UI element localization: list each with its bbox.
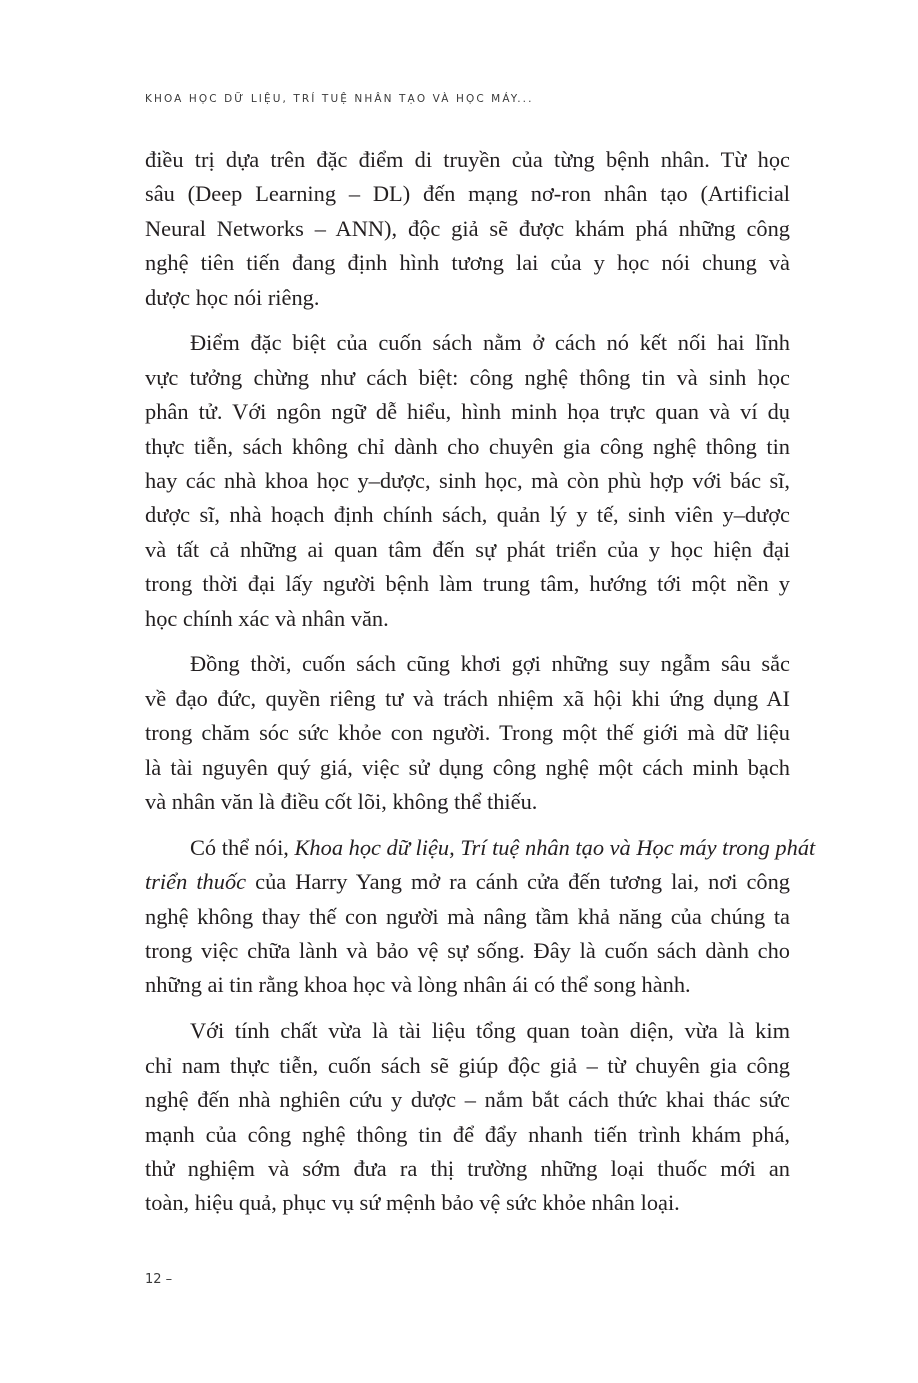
text-segment: vực tưởng chừng như cách biệt: công nghệ thông tin và sinh học bbox=[145, 364, 790, 390]
paragraph bbox=[145, 1014, 790, 1220]
paragraph bbox=[145, 326, 790, 636]
body-text bbox=[145, 143, 816, 1232]
text-line bbox=[145, 246, 790, 280]
paragraph bbox=[145, 143, 790, 315]
text-line bbox=[145, 900, 790, 934]
text-line bbox=[145, 1083, 790, 1117]
text-line bbox=[145, 1014, 790, 1048]
text-segment: thực tiễn, sách không chỉ dành cho chuyên gia công nghệ thông tin bbox=[145, 433, 790, 459]
text-segment: dược học nói riêng. bbox=[145, 284, 320, 310]
text-segment: về đạo đức, quyền riêng tư và trách nhiệm xã hội khi ứng dụng AI bbox=[145, 685, 790, 711]
text-segment: của Harry Yang mở ra cánh cửa đến tương lai, nơi công bbox=[246, 869, 790, 895]
text-line bbox=[145, 1049, 790, 1083]
text-segment: và nhân văn là điều cốt lõi, không thể thiếu. bbox=[145, 789, 538, 815]
text-segment: nghệ tiên tiến đang định hình tương lai của y học nói chung và bbox=[145, 250, 790, 276]
text-segment: thử nghiệm và sớm đưa ra thị trường những loại thuốc mới an bbox=[145, 1155, 790, 1181]
text-segment: mạnh của công nghệ thông tin để đẩy nhanh tiến trình khám phá, bbox=[145, 1121, 790, 1147]
text-segment: Neural Networks – ANN), độc giả sẽ được khám phá những công bbox=[145, 215, 790, 241]
text-line bbox=[145, 326, 790, 360]
text-segment: điều trị dựa trên đặc điểm di truyền của từng bệnh nhân. Từ học bbox=[145, 147, 790, 172]
text-segment: là tài nguyên quý giá, việc sử dụng công nghệ một cách minh bạch bbox=[145, 754, 790, 780]
text-segment: nghệ không thay thế con người mà nâng tầm khả năng của chúng ta bbox=[145, 903, 790, 929]
text-line bbox=[145, 831, 816, 865]
text-segment: Điểm đặc biệt của cuốn sách nằm ở cách nó kết nối hai lĩnh bbox=[190, 330, 790, 356]
text-line bbox=[145, 934, 790, 968]
text-line bbox=[145, 361, 790, 395]
text-line bbox=[145, 281, 790, 315]
text-segment: và tất cả những ai quan tâm đến sự phát triển của y học hiện đại bbox=[145, 536, 790, 562]
italic-book-title: triển thuốc bbox=[145, 869, 247, 895]
text-line bbox=[145, 212, 790, 246]
text-segment: sâu (Deep Learning – DL) đến mạng nơ-ron nhân tạo (Artificial bbox=[145, 181, 790, 207]
text-line bbox=[145, 602, 790, 636]
text-segment: trong việc chữa lành và bảo vệ sự sống. Đây là cuốn sách dành cho bbox=[145, 938, 790, 964]
text-line bbox=[145, 716, 790, 750]
text-line bbox=[145, 682, 790, 716]
text-segment: Với tính chất vừa là tài liệu tổng quan toàn diện, vừa là kim bbox=[190, 1018, 790, 1044]
text-line bbox=[145, 143, 790, 177]
text-segment: trong chăm sóc sức khỏe con người. Trong một thế giới mà dữ liệu bbox=[145, 720, 790, 746]
paragraph bbox=[145, 647, 790, 819]
paragraph bbox=[145, 831, 816, 1003]
text-line bbox=[145, 1186, 790, 1220]
text-segment: học chính xác và nhân văn. bbox=[145, 605, 389, 631]
text-segment: trong thời đại lấy người bệnh làm trung tâm, hướng tới một nền y bbox=[145, 571, 790, 597]
text-line bbox=[145, 1152, 790, 1186]
text-segment: dược sĩ, nhà hoạch định chính sách, quản lý y tế, sinh viên y–dược bbox=[145, 502, 790, 528]
text-line bbox=[145, 464, 790, 498]
text-line bbox=[145, 567, 790, 601]
running-head: KHOA HỌC DỮ LIỆU, TRÍ TUỆ NHÂN TẠO VÀ HỌC MÁY... bbox=[145, 93, 534, 105]
text-segment: nghệ đến nhà nghiên cứu y dược – nắm bắt cách thức khai thác sức bbox=[145, 1087, 790, 1113]
page-number: 12 – bbox=[145, 1272, 173, 1287]
text-line bbox=[145, 968, 790, 1002]
text-line bbox=[145, 498, 790, 532]
text-line bbox=[145, 177, 790, 211]
text-line bbox=[145, 865, 790, 899]
text-line bbox=[145, 751, 790, 785]
text-segment: toàn, hiệu quả, phục vụ sứ mệnh bảo vệ sức khỏe nhân loại. bbox=[145, 1190, 680, 1216]
text-segment: Đồng thời, cuốn sách cũng khơi gợi những suy ngẫm sâu sắc bbox=[190, 651, 790, 677]
text-segment: Có thể nói, bbox=[190, 834, 295, 860]
text-segment: chỉ nam thực tiễn, cuốn sách sẽ giúp độc giả – từ chuyên gia công bbox=[145, 1052, 790, 1078]
text-line bbox=[145, 785, 790, 819]
text-line bbox=[145, 647, 790, 681]
text-segment: hay các nhà khoa học y–dược, sinh học, mà còn phù hợp với bác sĩ, bbox=[145, 468, 790, 494]
text-line bbox=[145, 430, 790, 464]
text-segment: những ai tin rằng khoa học và lòng nhân ái có thể song hành. bbox=[145, 972, 691, 998]
text-line bbox=[145, 1118, 790, 1152]
text-line bbox=[145, 395, 790, 429]
italic-book-title: Khoa học dữ liệu, Trí tuệ nhân tạo và Học máy trong phát bbox=[294, 834, 816, 860]
text-segment: phân tử. Với ngôn ngữ dễ hiểu, hình minh họa trực quan và ví dụ bbox=[145, 399, 790, 425]
text-line bbox=[145, 533, 790, 567]
